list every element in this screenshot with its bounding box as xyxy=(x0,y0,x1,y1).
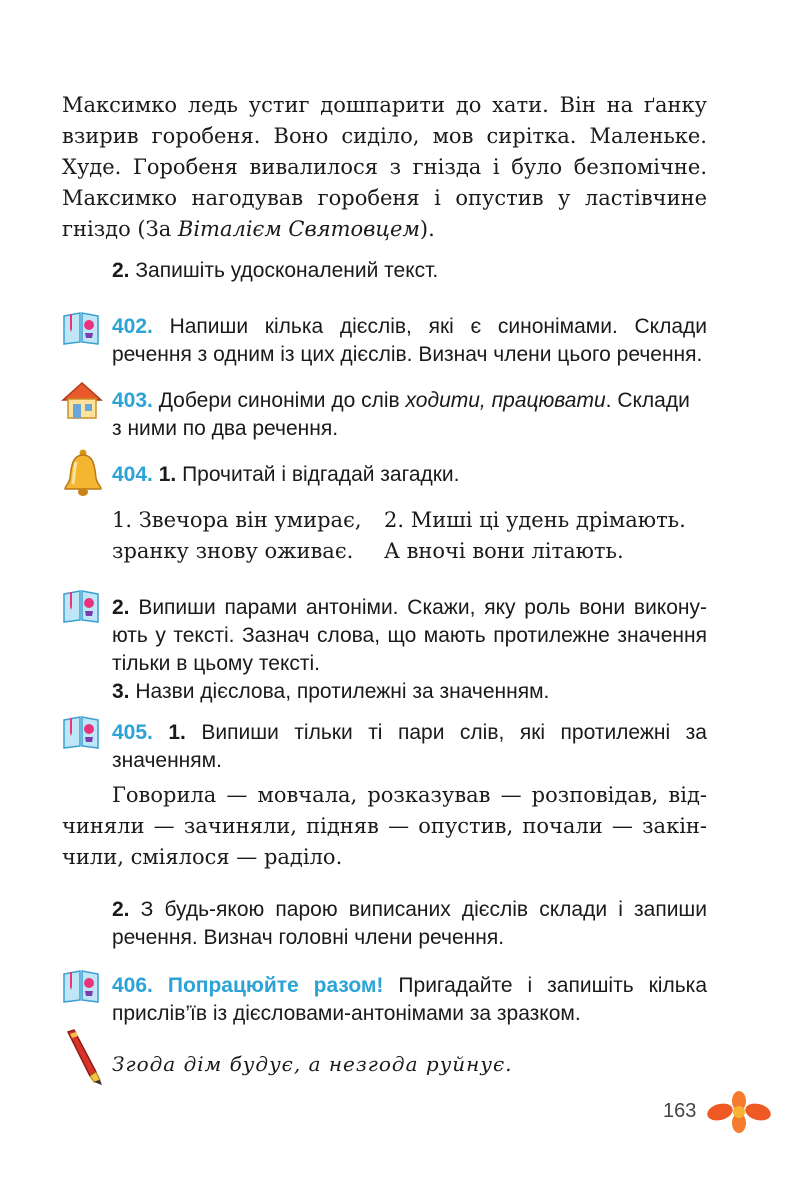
intro-line: Худе. Горобеня вивалилося з гнізда і було безпомічне. xyxy=(62,155,707,179)
exercise-402: 402. Напиши кілька дієслів, які є синонімами. Склади речення з одним із цих дієслів. Визнач члени цього речення. xyxy=(112,315,707,366)
word-pairs-cont: чиняли — зачиняли, підняв — опустив, почали — закін- чили, сміялося — раділо. xyxy=(62,814,707,869)
word-pairs: Говорила — мовчала, розказував — розповідав, від- xyxy=(112,783,707,807)
pen-icon xyxy=(62,1028,106,1086)
book-icon xyxy=(60,310,102,346)
intro-line: гніздо (За Віталієм Святовцем). xyxy=(62,217,435,241)
book-icon xyxy=(60,968,102,1004)
exercise-405: 405. 1. Випиши тільки ті пари слів, які протилежні за значенням. xyxy=(112,721,707,772)
book-icon xyxy=(60,714,102,750)
exercise-406: 406. Попрацюйте разом! Пригадайте і запишіть кілька прислів’їв із дієсловами-антонімами за зразком. xyxy=(112,974,707,1025)
target-words: ходити, працювати xyxy=(405,389,606,412)
page-number: 163 xyxy=(663,1100,697,1122)
intro-line: взирив горобеня. Воно сиділо, мов сирітка. Маленьке. xyxy=(62,124,707,148)
exercise-403: 403. Добери синоніми до слів ходити, працювати. Склади з ними по два речення. xyxy=(112,389,690,440)
riddle-2: 2. Миші ці удень дрімають. А вночі вони літають. xyxy=(384,508,686,563)
flower-ornament-icon xyxy=(706,1090,772,1134)
exercise-404-task-3: 3. Назви дієслова, протилежні за значенням. xyxy=(112,680,550,703)
task-2: 2. Запишіть удосконалений текст. xyxy=(112,259,439,282)
exercise-404: 404. 1. Прочитай і відгадай загадки. xyxy=(112,463,460,486)
author-name: Віталієм Святовцем xyxy=(177,217,420,241)
intro-line: Максимко нагодував горобеня і опустив у ластівчине xyxy=(62,186,707,210)
exercise-405-task-2: 2. З будь-якою парою виписаних дієслів склади і запиши речення. Визнач головні члени речення. xyxy=(112,898,707,949)
group-work-title: Попрацюйте разом! xyxy=(152,974,384,997)
intro-paragraph xyxy=(62,90,707,245)
book-icon xyxy=(60,588,102,624)
intro-line: Максимко ледь устиг дошпарити до хати. Він на ґанку xyxy=(62,93,707,117)
proverb: Згода дім будує, а незгода руйнує. xyxy=(112,1052,513,1076)
riddles xyxy=(112,505,707,567)
house-icon xyxy=(60,380,104,420)
riddle-1: 1. Звечора він умирає, зранку знову оживає. xyxy=(112,508,362,563)
exercise-404-task-2: 2. Випиши парами антоніми. Скажи, яку роль вони викону- ють у тексті. Зазнач слова, що мають протилежне значення тільки в цьому тексті. 3. Назви дієслова, протилежні за значенням. xyxy=(112,594,707,706)
bell-icon xyxy=(62,448,104,498)
